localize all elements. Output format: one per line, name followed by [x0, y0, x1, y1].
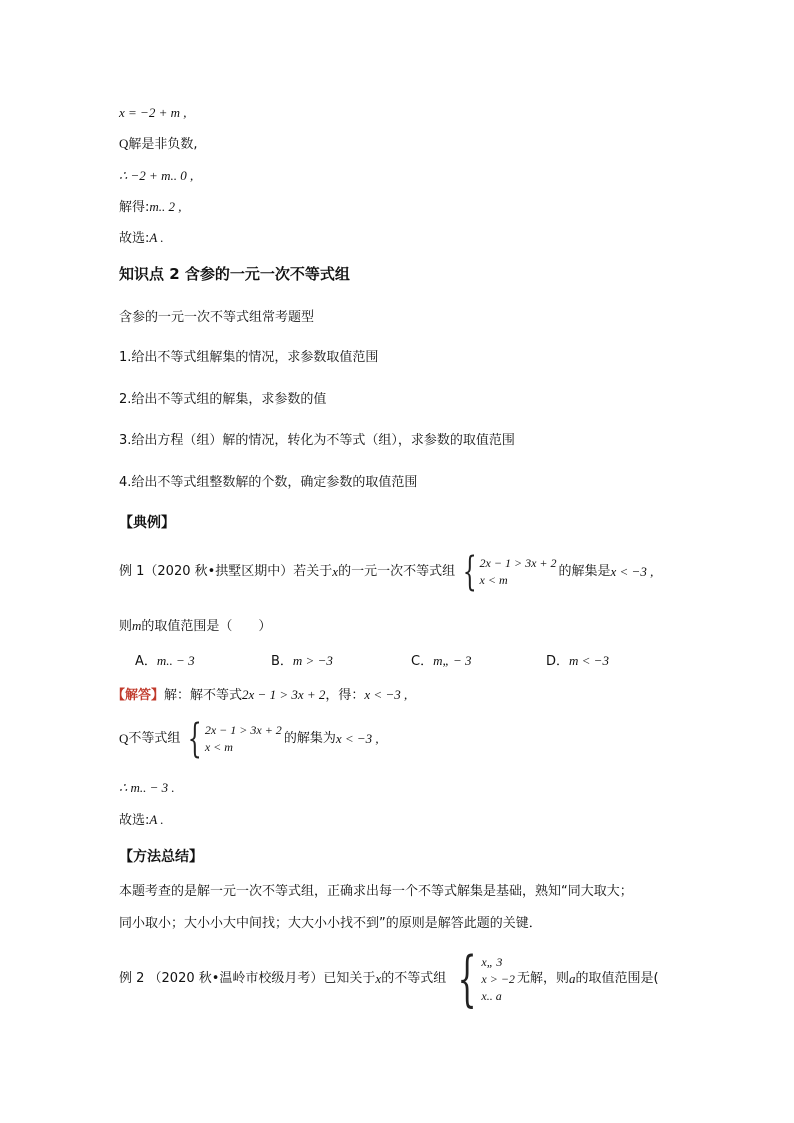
solution-line-4-math: m.. 2 , [149, 199, 182, 214]
example2-middle: 的不等式组 [381, 971, 447, 986]
example1-system-row-2: x < m [479, 573, 508, 587]
solution-line-2-text: 解是非负数, [128, 137, 198, 152]
option-a [135, 652, 195, 671]
example1-question-line-2 [119, 617, 271, 636]
option-c [411, 652, 471, 671]
example1-line2-post: 的取值范围是（ ） [141, 619, 272, 634]
option-c-label: C． [411, 654, 434, 669]
answer1-line-2 [119, 716, 379, 762]
section-intro: 含参的一元一次不等式组常考题型 [119, 310, 315, 325]
example2-tail: 的取值范围是( [575, 971, 659, 986]
option-d-expr: m < −3 [569, 653, 609, 668]
solution-line-5 [119, 229, 164, 248]
answer1-line2-pre: 不等式组 [128, 731, 181, 746]
because-marker: Q [119, 136, 129, 151]
answer1-line4-math: A . [149, 812, 164, 827]
example2-system-row-3: x.. a [481, 988, 502, 1003]
solution-line-3: ∴ −2 + m.. 0 , [119, 168, 194, 183]
example-title: 【典例】 [119, 515, 175, 531]
solution-line-5-math: A . [149, 230, 164, 245]
example1-after-system: 的解集是 [558, 564, 611, 579]
section-heading: 知识点 2 含参的一元一次不等式组 [119, 265, 350, 283]
option-b [271, 652, 333, 671]
answer1-line1-result: x < −3 , [364, 687, 408, 702]
option-d [546, 652, 609, 671]
solution-line-2 [119, 135, 198, 154]
section-item-4: 4.给出不等式组整数解的个数，确定参数的取值范围 [119, 475, 418, 490]
example1-prefix: 例 1（2020 秋•拱墅区期中）若关于 [119, 564, 333, 579]
answer1-line1-pre: 解：解不等式 [164, 688, 243, 703]
example1-middle: 的一元一次不等式组 [338, 564, 456, 579]
answer1-line2-post: 的解集为 [283, 731, 336, 746]
example1-condition: x < −3 , [610, 564, 654, 579]
answer1-line2-result: x < −3 , [335, 731, 379, 746]
option-a-label: A． [135, 654, 157, 669]
method-text-line-2: 同小取小；大小小大中间找；大大小小找不到”的原则是解答此题的关键． [119, 916, 542, 931]
example2-var2: a [568, 971, 576, 986]
answer1-line-4 [119, 811, 164, 830]
method-title: 【方法总结】 [119, 849, 203, 865]
example2-prefix: 例 2 （2020 秋•温岭市校级月考）已知关于 [119, 971, 376, 986]
option-b-label: B． [271, 654, 293, 669]
because-marker: Q [119, 731, 129, 746]
option-a-expr: m.. − 3 [156, 653, 195, 668]
answer1-line4-prefix: 故选: [119, 813, 150, 828]
example1-var: x [332, 564, 339, 579]
answer1-system-row-2: x < m [204, 740, 233, 754]
method-text-line-1: 本题考查的是解一元一次不等式组，正确求出每一个不等式解集是基础，熟知“同大取大； [119, 884, 633, 899]
answer-tag: 【解答】 [112, 688, 165, 703]
section-item-1: 1.给出不等式组解集的情况，求参数取值范围 [119, 350, 379, 365]
system-brace: { [188, 716, 203, 762]
example2-var: x [375, 971, 382, 986]
section-item-2: 2.给出不等式组的解集，求参数的值 [119, 392, 327, 407]
example1-line2-var: m [132, 618, 142, 633]
answer1-system [182, 716, 282, 762]
example2-system [448, 944, 515, 1014]
option-b-expr: m > −3 [292, 653, 333, 668]
solution-line-4-prefix: 解得: [119, 200, 150, 215]
system-brace: { [462, 549, 477, 595]
answer1-line1-expr: 2x − 1 > 3x + 2 [242, 687, 326, 702]
solution-line-4 [119, 198, 182, 217]
answer1-line1-mid: ，得： [325, 688, 365, 703]
example1-system-row-1: 2x − 1 > 3x + 2 [479, 556, 557, 570]
section-item-3: 3.给出方程（组）解的情况，转化为不等式（组），求参数的取值范围 [119, 433, 515, 448]
example2-system-row-2: x > −2 [481, 971, 515, 986]
example1-question [119, 549, 654, 595]
answer1-line-3: ∴ m.. − 3 . [119, 780, 175, 795]
option-d-label: D． [546, 654, 570, 669]
example2-question [119, 944, 659, 1014]
option-c-expr: m„ − 3 [433, 653, 472, 668]
answer1-line-1 [112, 686, 407, 705]
solution-line-1: x = −2 + m , [119, 105, 187, 120]
answer1-system-row-1: 2x − 1 > 3x + 2 [204, 723, 282, 737]
example2-system-row-1: x„ 3 [481, 954, 503, 969]
example1-line2-pre: 则 [119, 619, 133, 634]
example2-after-system: 无解，则 [516, 971, 569, 986]
example1-system [457, 549, 557, 595]
system-brace: { [457, 944, 477, 1014]
solution-line-5-prefix: 故选: [119, 231, 150, 246]
